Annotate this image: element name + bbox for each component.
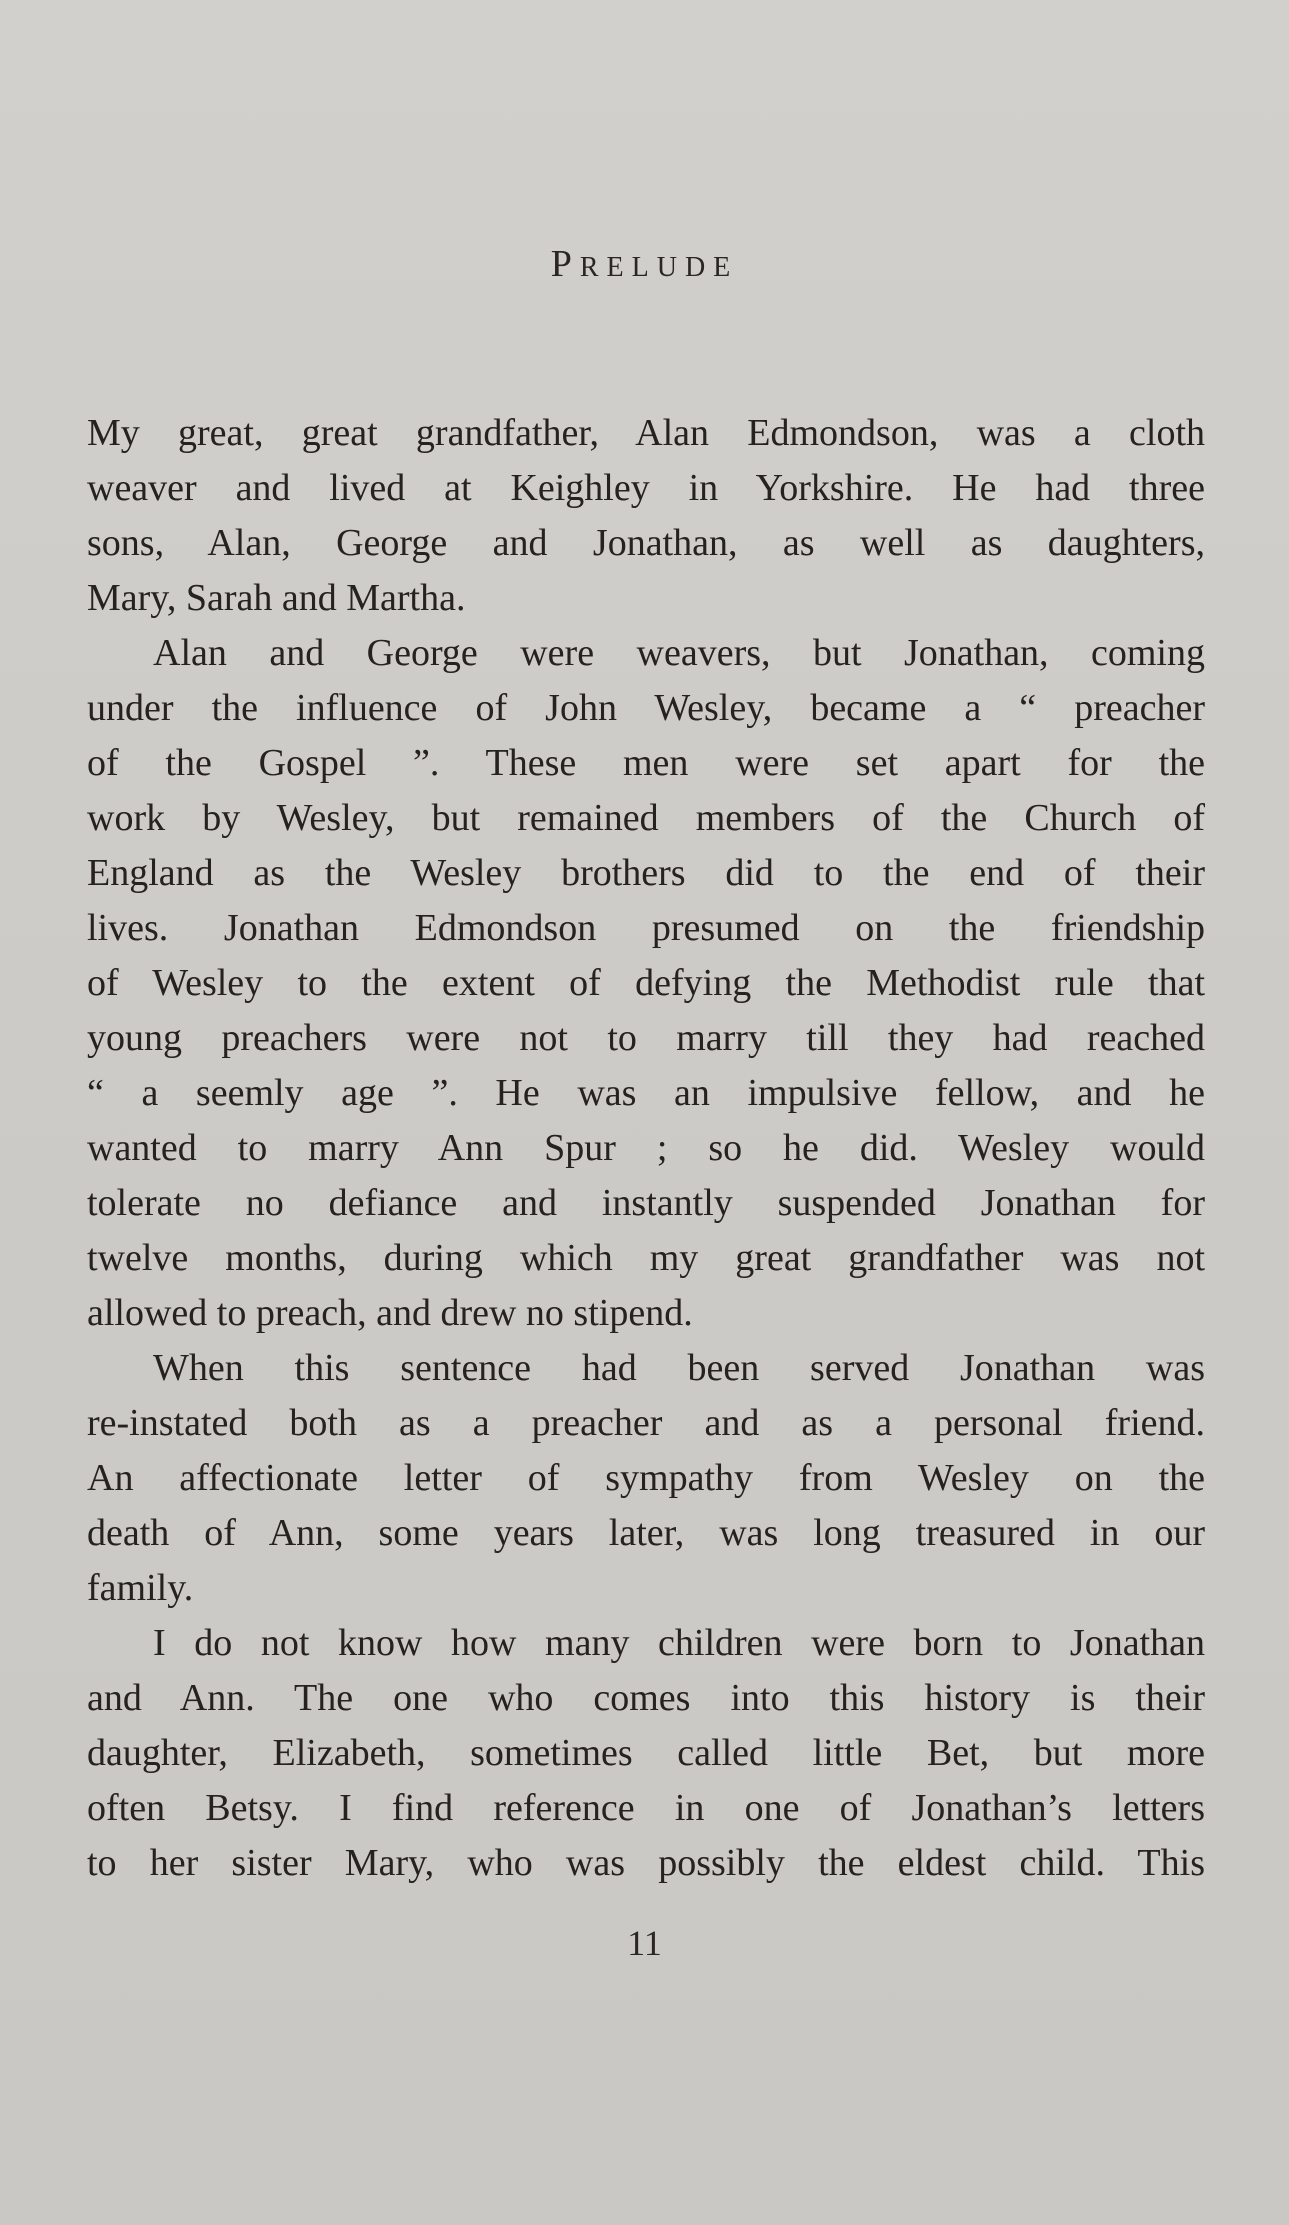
chapter-heading xyxy=(0,242,1289,286)
text-line: sons, Alan, George and Jonathan, as well as daughters, xyxy=(87,522,1205,564)
text-line: often Betsy. I find reference in one of Jonathan’s letters xyxy=(87,1787,1205,1829)
text-line: and Ann. The one who comes into this history is their xyxy=(87,1677,1205,1719)
page-number: 11 xyxy=(627,1923,662,1963)
text-line: of Wesley to the extent of defying the Methodist rule that xyxy=(87,962,1205,1004)
text-line: lives. Jonathan Edmondson presumed on the friendship xyxy=(87,907,1205,949)
text-line: death of Ann, some years later, was long treasured in our xyxy=(87,1512,1205,1554)
body-text xyxy=(87,406,1205,1891)
chapter-heading-rest: RELUDE xyxy=(579,252,739,283)
text-line: When this sentence had been served Jonathan was xyxy=(153,1347,1205,1389)
text-line: under the influence of John Wesley, became a “ preacher xyxy=(87,687,1205,729)
text-line: to her sister Mary, who was possibly the eldest child. This xyxy=(87,1842,1205,1884)
text-line: An affectionate letter of sympathy from Wesley on the xyxy=(87,1457,1205,1499)
text-line: allowed to preach, and drew no stipend. xyxy=(87,1292,693,1334)
text-line: young preachers were not to marry till they had reached xyxy=(87,1017,1205,1059)
text-line: weaver and lived at Keighley in Yorkshire. He had three xyxy=(87,467,1205,509)
chapter-heading-initial: P xyxy=(550,243,580,285)
text-line: re-instated both as a preacher and as a personal friend. xyxy=(87,1402,1205,1444)
text-line: “ a seemly age ”. He was an impulsive fellow, and he xyxy=(87,1072,1205,1114)
text-line: daughter, Elizabeth, sometimes called little Bet, but more xyxy=(87,1732,1205,1774)
text-line: wanted to marry Ann Spur ; so he did. Wesley would xyxy=(87,1127,1205,1169)
text-line: My great, great grandfather, Alan Edmondson, was a cloth xyxy=(87,412,1205,454)
text-line: work by Wesley, but remained members of the Church of xyxy=(87,797,1205,839)
text-line: I do not know how many children were born to Jonathan xyxy=(153,1622,1205,1664)
text-line: Alan and George were weavers, but Jonathan, coming xyxy=(153,632,1205,674)
text-line: family. xyxy=(87,1567,194,1609)
text-line: England as the Wesley brothers did to the end of their xyxy=(87,852,1205,894)
text-line: of the Gospel ”. These men were set apart for the xyxy=(87,742,1205,784)
text-line: tolerate no defiance and instantly suspended Jonathan for xyxy=(87,1182,1205,1224)
text-line: twelve months, during which my great grandfather was not xyxy=(87,1237,1205,1279)
text-line: Mary, Sarah and Martha. xyxy=(87,577,466,619)
